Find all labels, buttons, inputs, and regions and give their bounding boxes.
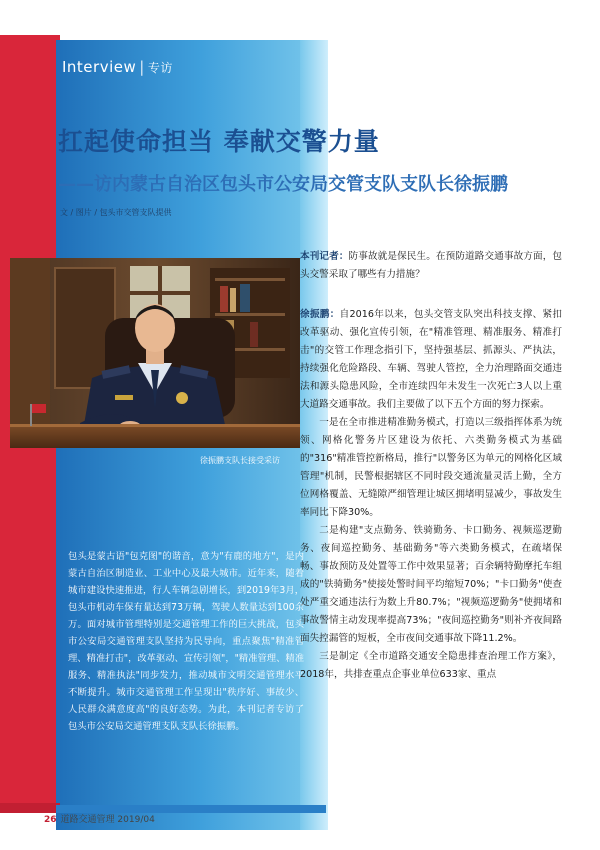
interview-photo (10, 258, 300, 448)
answer-paragraph: 徐振鹏：自2016年以来，包头交管支队突出科技支撑、紧扣改革驱动、强化宣传引领，在"精准管理、精准服务、精准打击"的交管工作理念指引下，坚持强基层、抓源头、严执法，持续强化危险路段、车辆、驾驶人管控，全力治理路面交通违法和源头隐患风险，全市连续四年未发生一次死亡3人以上重大道路交通事故。我们主要做了以下五个方面的努力探索。 (300, 309, 563, 410)
reporter-label: 本刊记者： (300, 251, 349, 262)
page-footer (44, 812, 155, 825)
article-headline: 扛起使命担当 奉献交警力量 (58, 127, 380, 156)
answer-paragraph: 三是制定《全市道路交通安全隐患排查治理工作方案》，2018年，共排查重点企事业单位633家、重点 (300, 651, 562, 680)
answer-paragraph: 二是构建"支点勤务、铁骑勤务、卡口勤务、视频巡逻勤务、夜间巡控勤务、基础勤务"等六类勤务模式，在疏堵保畅、事故预防及处置等工作中效果显著；百余辆特勤摩托车组成的"铁骑勤务"使接处警时间平均缩短70%；"卡口勤务"使查处严重交通违法行为数上升80.7%；"视频巡逻勤务"使拥堵和事故警情主动发现率提高73%；"夜间巡控勤务"则补齐夜间路面失控漏管的短板，全市夜间交通事故下降11.2%。 (300, 525, 562, 644)
interview-body (300, 248, 562, 684)
reporter-question (300, 248, 562, 284)
question-text: 防事故就是保民生。在预防道路交通事故方面，包头交警采取了哪些有力措施？ (300, 251, 563, 280)
column-label (62, 58, 173, 76)
article-credits: 文 / 图片 / 包头市交管支队提供 (60, 208, 172, 217)
issue-date: 2019/04 (117, 815, 155, 825)
column-label-separator: | (139, 58, 145, 76)
officer-portrait-illustration (10, 258, 300, 448)
page-number: 26 (44, 815, 57, 825)
answer-paragraph: 一是在全市推进精准勤务模式，打造以三级指挥体系为统领、网格化警务片区建设为依托、六类勤务模式为基础的"316"精准管控新格局，推行"以警务区为单元的网格化区域管理"机制，民警根据辖区不同时段交通流量灵活上勤，全方位网格覆盖、无缝隙严细管理让城区拥堵明显减少，事故发生率同比下降30%。 (300, 417, 562, 518)
article-subheadline: ——访内蒙古自治区包头市公安局交管支队支队长徐振鹏 (58, 174, 508, 195)
column-label-cn: 专访 (147, 61, 173, 75)
column-label-en: Interview (62, 58, 137, 76)
article-intro: 包头是蒙古语"包克图"的谐音，意为"有鹿的地方"，是内蒙古自治区制造业、工业中心及最大城市。近年来，随着城市建设快速推进，行人车辆急剧增长，到2019年3月，包头市机动车保有量达到73万辆，驾驶人数量达到100余万。面对城市管理特别是交通管理工作的巨大挑战，包头市公安局交通管理支队坚持为民导向，重点聚焦"精准管理、精准打击"，改革驱动、宣传引领"，"精准管理、精准服务、精准执法"同步发力，推动城市文明交通管理水平不断提升。城市交通管理工作呈现出"秩序好、事故少、人民群众满意度高"的良好态势。为此，本刊记者专访了包头市公安局交通管理支队支队长徐振鹏。 (68, 551, 304, 732)
magazine-name: 道路交通管理 (60, 815, 115, 825)
photo-caption: 徐振鹏支队长接受采访 (200, 456, 280, 465)
interviewee-label: 徐振鹏： (300, 309, 340, 320)
